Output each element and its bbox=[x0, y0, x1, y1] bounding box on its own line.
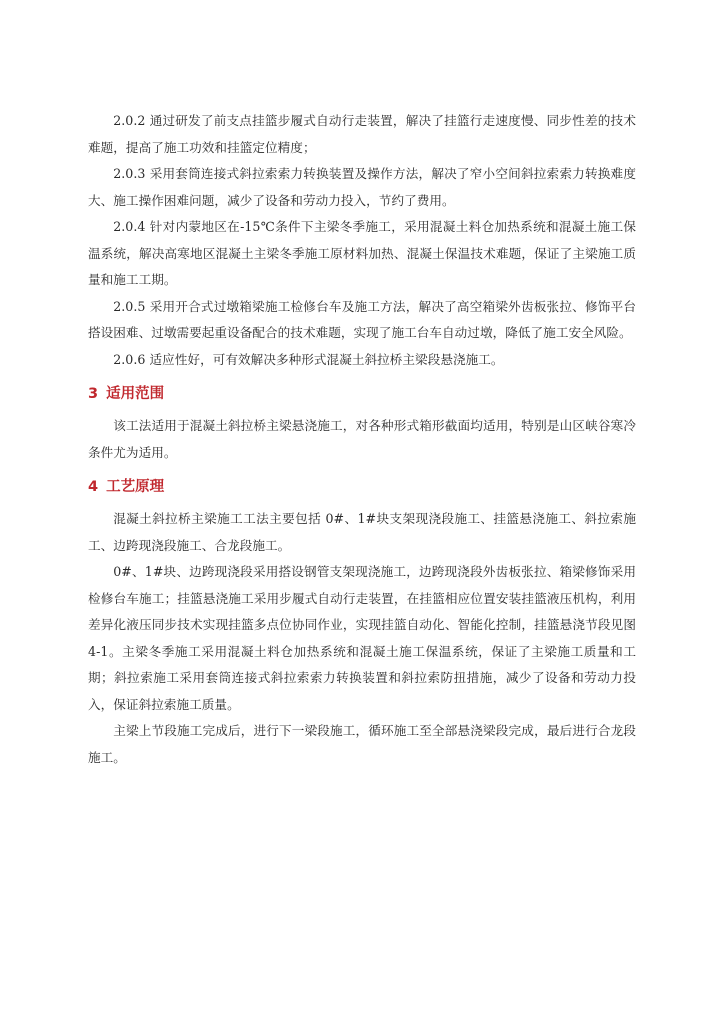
section-3 bbox=[88, 381, 636, 466]
paragraph-2-0-2: 2.0.2 通过研发了前支点挂篮步履式自动行走装置，解决了挂篮行走速度慢、同步性差的技术难题，提高了施工功效和挂篮定位精度； bbox=[88, 113, 636, 155]
section-3-number: 3 bbox=[88, 386, 99, 402]
document-page bbox=[88, 108, 636, 773]
section-4-title: 工艺原理 bbox=[106, 479, 165, 495]
section-3-title: 适用范围 bbox=[106, 386, 165, 402]
paragraph-2-0-5: 2.0.5 采用开合式过墩箱梁施工检修台车及施工方法，解决了高空箱梁外齿板张拉、修饰平台搭设困难、过墩需要起重设备配合的技术难题，实现了施工台车自动过墩，降低了施工安全风险。 bbox=[88, 298, 636, 340]
section-4-heading bbox=[88, 474, 636, 500]
section-4-paragraph-1: 混凝土斜拉桥主梁施工工法主要包括 0#、1#块支架现浇段施工、挂篮悬浇施工、斜拉索施工、边跨现浇段施工、合龙段施工。 bbox=[88, 511, 636, 553]
section-4-number: 4 bbox=[88, 479, 99, 495]
section-4-paragraph-2: 0#、1#块、边跨现浇段采用搭设钢管支架现浇施工，边跨现浇段外齿板张拉、箱梁修饰采用检修台车施工；挂篮悬浇施工采用步履式自动行走装置，在挂篮相应位置安装挂篮液压机构，利用差异化液压同步技术实现挂篮多点位协同作业，实现挂篮自动化、智能化控制，挂篮悬浇节段见图 4-1。主梁冬季施工采用混凝土料仓加热系统和混凝土施工保温系统，保证了主梁施工质量和工期；斜拉索施工采用套筒连接式斜拉索索力转换装置和斜拉索防扭措施，减少了设备和劳动力投入，保证斜拉索施工质量。 bbox=[88, 564, 636, 712]
paragraph-2-0-3: 2.0.3 采用套筒连接式斜拉索索力转换装置及操作方法，解决了窄小空间斜拉索索力转换难度大、施工操作困难问题，减少了设备和劳动力投入，节约了费用。 bbox=[88, 166, 636, 208]
section-3-paragraph: 该工法适用于混凝土斜拉桥主梁悬浇施工，对各种形式箱形截面均适用，特别是山区峡谷寒冷条件尤为适用。 bbox=[88, 418, 636, 460]
intro-section bbox=[88, 108, 636, 373]
section-3-heading bbox=[88, 381, 636, 407]
section-4 bbox=[88, 474, 636, 771]
section-4-paragraph-3: 主梁上节段施工完成后，进行下一梁段施工，循环施工至全部悬浇梁段完成，最后进行合龙段施工。 bbox=[88, 723, 636, 765]
paragraph-2-0-6: 2.0.6 适应性好，可有效解决多种形式混凝土斜拉桥主梁段悬浇施工。 bbox=[113, 351, 504, 367]
paragraph-2-0-4: 2.0.4 针对内蒙地区在-15℃条件下主梁冬季施工，采用混凝土料仓加热系统和混凝土施工保温系统，解决高寒地区混凝土主梁冬季施工原材料加热、混凝土保温技术难题，保证了主梁施工质量和施工工期。 bbox=[88, 219, 636, 287]
